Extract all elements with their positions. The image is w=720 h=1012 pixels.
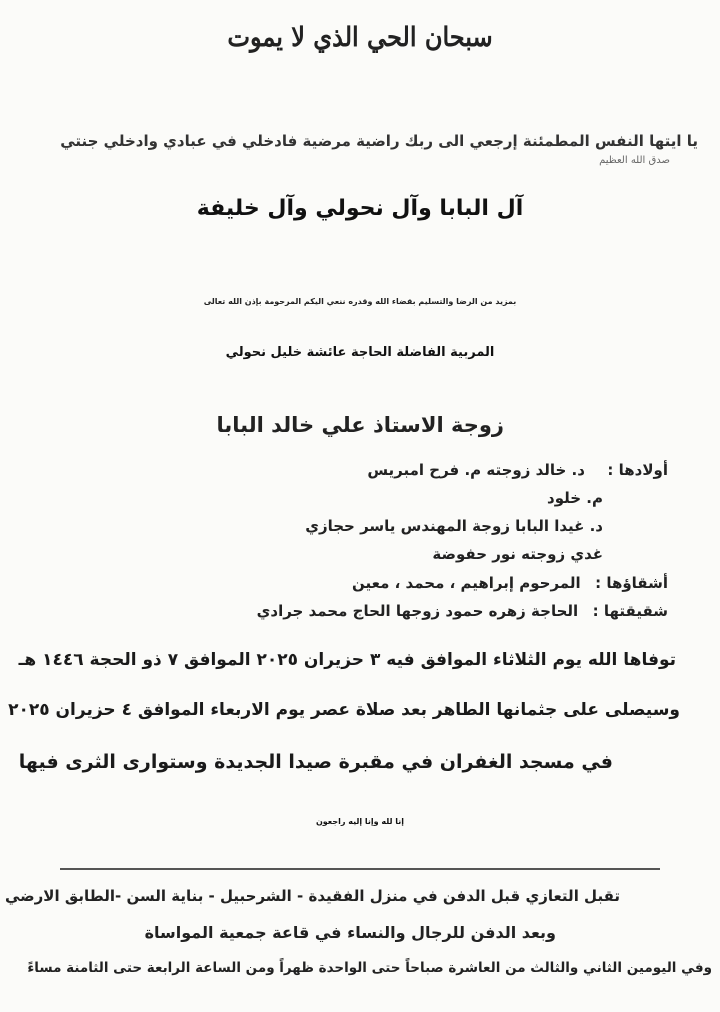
quran-attribution: صدق الله العظيم: [599, 155, 670, 166]
family-line: [352, 574, 668, 592]
family-line: [432, 545, 603, 563]
family-line: [367, 461, 668, 479]
family-line-text: د. خالد زوجته م. فرح امبريس: [367, 461, 585, 479]
intro-line: بمزيد من الرضا والتسليم بقضاء الله وقدره ننعي اليكم المرحومة بإذن الله تعالى: [203, 297, 517, 306]
family-line: [305, 517, 603, 535]
quran-verse: يا ايتها النفس المطمئنة إرجعي الى ربك راضية مرضية فادخلي في عبادي وادخلي جنتي: [60, 132, 698, 150]
husband-line: زوجة الاستاذ علي خالد البابا: [216, 413, 504, 437]
closing-verse: إنا لله وإنا إليه راجعون: [315, 817, 405, 826]
condolence-line: وبعد الدفن للرجال والنساء في قاعة جمعية المواساة: [144, 923, 556, 942]
family-line-text: المرحوم إبراهيم ، محمد ، معين: [352, 574, 581, 592]
header-calligraphy: سبحان الحي الذي لا يموت: [227, 20, 493, 53]
family-line: [547, 489, 603, 507]
funeral-prayer-line: وسيصلى على جثمانها الطاهر بعد صلاة عصر يوم الاربعاء الموافق ٤ حزيران ٢٠٢٥: [8, 700, 680, 720]
family-line-text: غدي زوجته نور حفوضة: [432, 545, 603, 563]
divider: [60, 868, 660, 870]
family-line: [257, 602, 668, 620]
family-names-title: آل البابا وآل نحولي وآل خليفة: [196, 196, 524, 221]
family-line-label: شقيقتها :: [592, 602, 668, 620]
family-line-label: أشقاؤها :: [595, 574, 668, 592]
deceased-name: المربية الفاضلة الحاجة عائشة خليل نحولي: [225, 345, 495, 360]
death-date-line: توفاها الله يوم الثلاثاء الموافق فيه ٣ حزيران ٢٠٢٥ الموافق ٧ ذو الحجة ١٤٤٦ هـ: [18, 650, 676, 670]
burial-line: في مسجد الغفران في مقبرة صيدا الجديدة وستوارى الثرى فيها: [18, 751, 613, 773]
condolence-line: تقبل التعازي قبل الدفن في منزل الفقيدة - الشرحبيل - بناية السن -الطابق الارضي: [5, 887, 620, 905]
family-line-text: م. خلود: [547, 489, 603, 507]
condolence-line: وفي اليومين الثاني والثالث من العاشرة صباحاً حتى الواحدة ظهراً ومن الساعة الرابعة حتى الثامنة مساءً: [27, 960, 712, 976]
family-line-text: د. غيدا البابا زوجة المهندس ياسر حجازي: [305, 517, 603, 535]
family-line-text: الحاجة زهره حمود زوجها الحاج محمد جرادي: [256, 602, 579, 620]
family-line-label: أولادها :: [607, 461, 668, 479]
